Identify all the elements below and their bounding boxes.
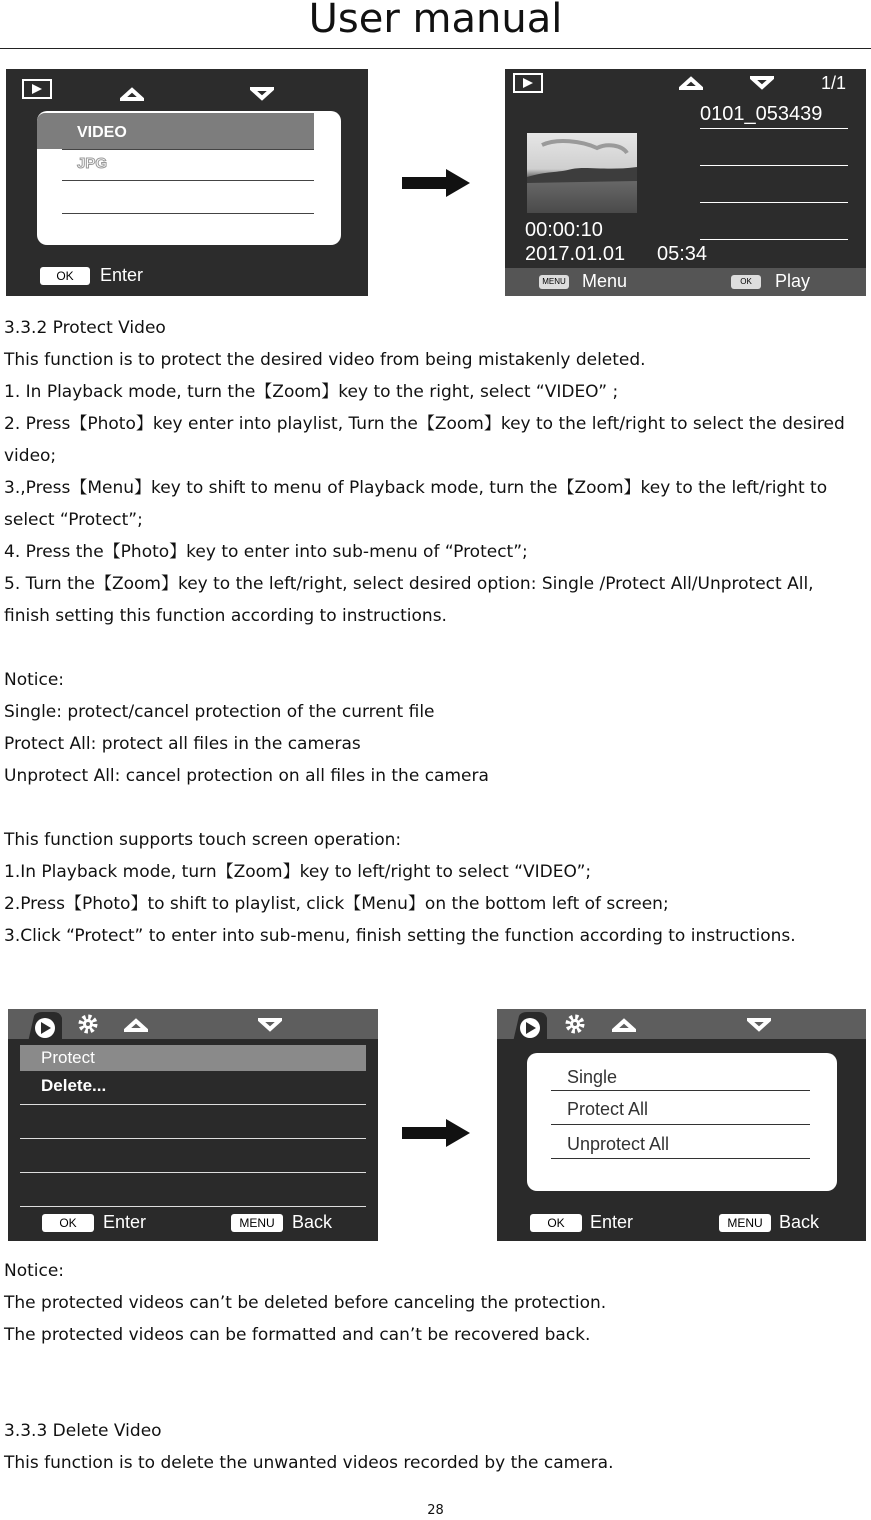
text-line	[4, 1383, 870, 1415]
menu-tab-bar	[8, 1009, 378, 1039]
page-number: 28	[427, 1503, 444, 1518]
list-divider	[700, 202, 848, 203]
page-indicator: 1/1	[821, 73, 847, 93]
video-date: 2017.01.01	[525, 243, 626, 265]
ok-key-badge: OK	[40, 267, 90, 285]
menu-key-badge[interactable]: MENU	[231, 1214, 283, 1232]
ok-key-badge[interactable]: OK	[530, 1214, 582, 1232]
up-arrow-icon	[612, 1018, 636, 1032]
ok-key-badge[interactable]: OK	[42, 1214, 94, 1232]
type-item-label[interactable]: JPG	[77, 155, 108, 172]
playback-type-screen	[6, 69, 368, 296]
menu-item-label: Protect	[41, 1048, 95, 1067]
text-line: The protected videos can’t be deleted before canceling the protection.	[4, 1293, 607, 1313]
text-line: This function is to delete the unwanted videos recorded by the camera.	[4, 1453, 614, 1473]
play-mode-icon	[513, 73, 543, 93]
type-list-panel	[37, 111, 341, 245]
ok-key-badge[interactable]: OK	[731, 275, 761, 289]
text-line: 2. Press【Photo】key enter into playlist, Turn the【Zoom】key to the left/right to select the desired	[4, 414, 845, 434]
menu-item-label[interactable]: Delete...	[41, 1076, 107, 1095]
down-arrow-icon	[750, 76, 774, 90]
up-arrow-icon	[679, 76, 703, 90]
submenu-item-single[interactable]: Single	[567, 1067, 618, 1087]
video-duration: 00:00:10	[525, 219, 603, 241]
file-name[interactable]: 0101_053439	[700, 103, 823, 125]
text-line: 3.Click “Protect” to enter into sub-menu, finish setting the function according to instructions.	[4, 926, 796, 946]
text-line: finish setting this function according to instructions.	[4, 606, 447, 626]
text-line: 5. Turn the【Zoom】key to the left/right, select desired option: Single /Protect All/Unprotect All,	[4, 574, 814, 594]
text-line: This function supports touch screen operation:	[4, 830, 402, 850]
playlist-screen	[505, 69, 866, 296]
landscape-image	[527, 133, 637, 213]
text-line: 1.In Playback mode, turn【Zoom】key to left/right to select “VIDEO”;	[4, 862, 592, 882]
protect-submenu-screen	[497, 1009, 866, 1241]
list-divider	[551, 1124, 810, 1125]
header-rule	[0, 48, 871, 49]
list-divider	[700, 128, 848, 129]
video-thumbnail[interactable]	[527, 133, 637, 213]
list-divider	[551, 1090, 810, 1091]
playback-menu-screen	[8, 1009, 378, 1241]
bottom-bar	[505, 268, 866, 296]
down-arrow-icon	[258, 1018, 282, 1032]
text-line: 2.Press【Photo】to shift to playlist, click【Menu】on the bottom left of screen;	[4, 894, 669, 914]
gear-icon[interactable]	[563, 1012, 587, 1036]
text-line: Unprotect All: cancel protection on all files in the camera	[4, 766, 489, 786]
type-item-selected[interactable]	[37, 113, 314, 149]
text-line	[4, 1351, 870, 1383]
menu-label: Menu	[582, 271, 628, 291]
page-title: User manual	[308, 0, 563, 42]
back-label: Back	[779, 1212, 820, 1232]
text-line: Notice:	[4, 1261, 65, 1281]
submenu-item-protect-all[interactable]: Protect All	[567, 1099, 649, 1119]
up-arrow-icon	[120, 87, 144, 101]
list-divider	[62, 149, 314, 150]
menu-item-selected[interactable]	[20, 1045, 366, 1071]
back-label: Back	[292, 1212, 333, 1232]
enter-label: Enter	[590, 1212, 634, 1232]
next-step-arrow-icon	[402, 1118, 472, 1148]
list-divider	[20, 1138, 366, 1139]
gear-icon[interactable]	[76, 1012, 100, 1036]
text-line: Notice:	[4, 670, 65, 690]
list-divider	[700, 239, 848, 240]
list-divider	[700, 165, 848, 166]
text-line: 3.3.3 Delete Video	[4, 1421, 162, 1441]
text-line: video;	[4, 446, 57, 466]
text-line	[4, 792, 870, 824]
enter-label: Enter	[100, 265, 144, 285]
notice-delete-section	[4, 1255, 870, 1479]
list-divider	[20, 1172, 366, 1173]
down-arrow-icon	[747, 1018, 771, 1032]
list-divider	[20, 1104, 366, 1105]
text-line: 3.,Press【Menu】key to shift to menu of Playback mode, turn the【Zoom】key to the left/right to	[4, 478, 828, 498]
protect-video-section	[4, 312, 870, 952]
submenu-item-unprotect-all[interactable]: Unprotect All	[567, 1134, 670, 1154]
list-divider	[551, 1158, 810, 1159]
text-line	[4, 632, 870, 664]
playback-tab-icon[interactable]	[28, 1012, 62, 1042]
list-divider	[20, 1206, 366, 1207]
play-mode-icon	[22, 79, 52, 99]
menu-key-badge[interactable]: MENU	[539, 275, 569, 289]
text-line: Protect All: protect all files in the cameras	[4, 734, 361, 754]
enter-label: Enter	[103, 1212, 147, 1232]
play-label: Play	[775, 271, 811, 291]
text-line: 1. In Playback mode, turn the【Zoom】key to the right, select “VIDEO” ;	[4, 382, 619, 402]
list-divider	[62, 180, 314, 181]
next-step-arrow-icon	[402, 168, 472, 198]
text-line: select “Protect”;	[4, 510, 143, 530]
text-line: 3.3.2 Protect Video	[4, 318, 166, 338]
menu-key-badge[interactable]: MENU	[719, 1214, 771, 1232]
text-line: This function is to protect the desired video from being mistakenly deleted.	[4, 350, 646, 370]
list-divider	[62, 213, 314, 214]
submenu-panel	[527, 1053, 837, 1191]
menu-tab-bar	[497, 1009, 866, 1039]
playback-tab-icon[interactable]	[513, 1012, 547, 1042]
text-line: 4. Press the【Photo】key to enter into sub-menu of “Protect”;	[4, 542, 528, 562]
down-arrow-icon	[250, 87, 274, 101]
up-arrow-icon	[124, 1018, 148, 1032]
text-line: Single: protect/cancel protection of the current file	[4, 702, 435, 722]
video-time: 05:34	[657, 243, 708, 265]
text-line: The protected videos can be formatted and can’t be recovered back.	[4, 1325, 591, 1345]
type-item-label: VIDEO	[77, 124, 127, 141]
